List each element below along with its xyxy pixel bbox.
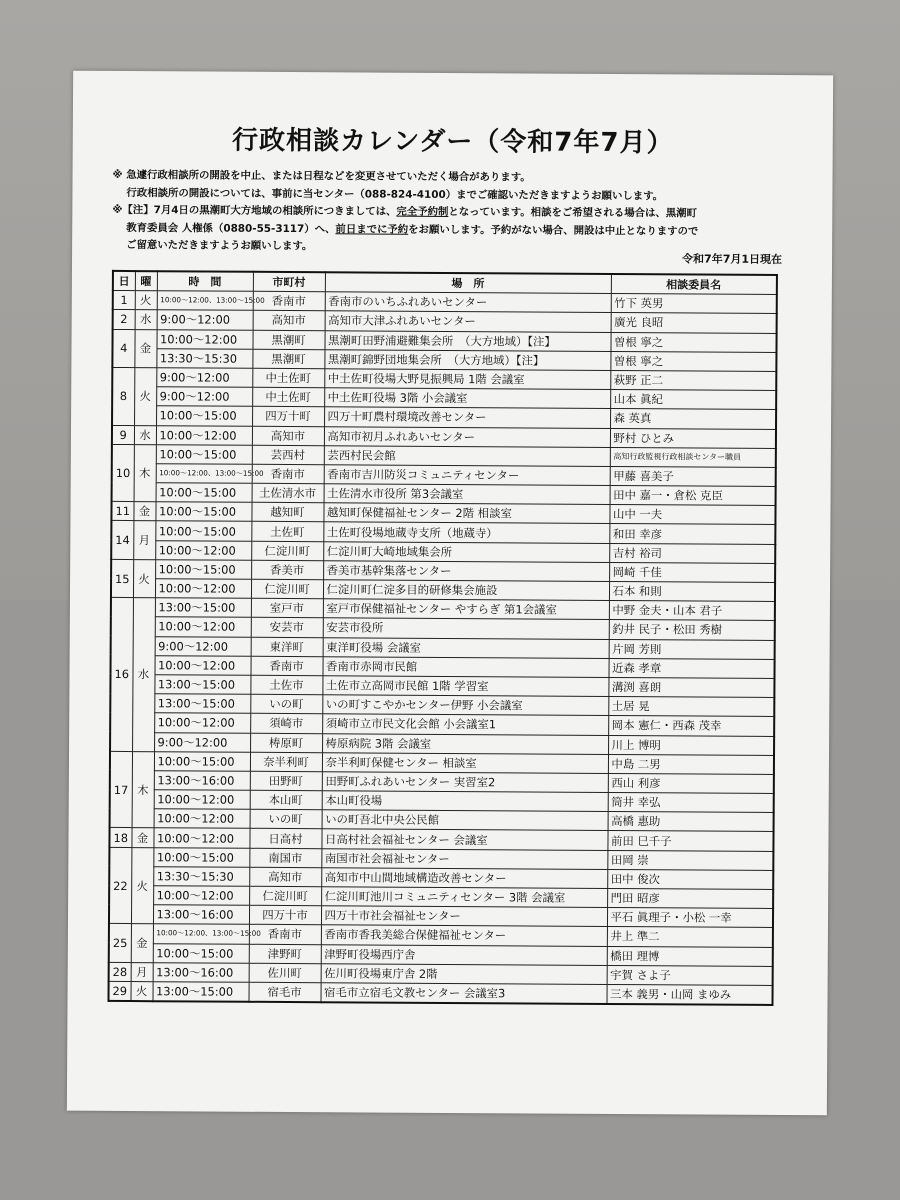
cell-city: 高知市: [252, 426, 324, 446]
cell-time: 10:00～12:00: [155, 617, 251, 637]
cell-place: 四万十市社会福祉センター: [321, 906, 607, 927]
cell-advisor: 山本 眞紀: [610, 390, 776, 410]
cell-advisor: 中島 二男: [608, 754, 774, 774]
cell-time: 9:00～12:00: [156, 368, 252, 388]
header-day: 日: [113, 271, 135, 291]
cell-advisor: 高知行政監視行政相談センター職員: [610, 447, 776, 467]
cell-city: 日高村: [249, 829, 321, 849]
cell-time: 10:00～15:00: [155, 560, 251, 580]
cell-place: 土佐清水市役所 第3会議室: [324, 484, 610, 505]
cell-day: 8: [112, 367, 134, 425]
cell-place: 南国市社会福祉センター: [321, 848, 607, 869]
cell-time: 10:00～15:00: [156, 406, 252, 426]
cell-place: 東洋町役場 会議室: [323, 637, 609, 658]
cell-time: 10:00～12:00: [154, 809, 250, 829]
cell-city: 室戸市: [251, 598, 323, 618]
note-underlined-text: 前日までに予約: [335, 223, 409, 236]
cell-place: 越知町保健福祉センター 2階 相談室: [323, 503, 609, 524]
cell-city: 奈半利町: [250, 752, 322, 772]
cell-weekday: 水: [132, 598, 155, 752]
cell-advisor: 野村 ひとみ: [610, 428, 776, 448]
cell-advisor: 和田 幸彦: [609, 524, 775, 544]
header-place: 場 所: [325, 272, 611, 293]
cell-time: 10:00～12:00: [154, 790, 250, 810]
cell-advisor: 田岡 崇: [607, 850, 773, 870]
cell-place: 仁淀川町仁淀多目的研修集会施設: [323, 580, 609, 601]
cell-advisor: 曽根 寧之: [610, 332, 776, 352]
cell-time: 13:30～15:30: [153, 867, 249, 887]
cell-time: 13:00～16:00: [154, 771, 250, 791]
header-weekday: 曜: [135, 271, 157, 291]
cell-city: 本山町: [250, 790, 322, 810]
cell-weekday: 月: [133, 521, 155, 560]
cell-time: 10:00～12:00: [156, 425, 252, 445]
cell-city: 仁淀川町: [251, 579, 323, 599]
document-sheet: [67, 71, 833, 1116]
note-text: 教育委員会 人権係（0880-55-3117）へ、: [126, 221, 336, 236]
cell-city: 宿毛市: [248, 982, 320, 1002]
cell-place: 室戸市保健福祉センター やすらぎ 第1会議室: [323, 599, 609, 620]
cell-advisor: 近森 孝章: [608, 658, 774, 678]
cell-day: 15: [111, 559, 133, 598]
note-text: ※【注】7月4日の黒潮町大方地域の相談所につきましては、: [112, 204, 397, 218]
cell-place: 黒潮町田野浦避難集会所 （大方地域）【注】: [324, 330, 610, 351]
cell-time: 13:00～16:00: [153, 962, 249, 982]
header-advisor: 相談委員名: [611, 274, 777, 295]
cell-weekday: 木: [134, 444, 156, 502]
cell-advisor: 橋田 理博: [607, 946, 773, 966]
cell-place: 津野町役場西庁舎: [321, 944, 607, 965]
cell-time: 9:00～12:00: [157, 310, 253, 330]
cell-city: 梼原町: [250, 733, 322, 753]
cell-place: 土佐町役場地蔵寺支所（地蔵寺）: [323, 522, 609, 543]
cell-city: 南国市: [249, 848, 321, 868]
cell-city: 黒潮町: [252, 330, 324, 350]
cell-city: 香南市: [250, 656, 322, 676]
cell-place: 宿毛市立宿毛文教センター 会議室3: [320, 983, 606, 1004]
cell-weekday: 火: [134, 368, 156, 426]
cell-advisor: 竹下 英男: [611, 294, 777, 314]
cell-weekday: 水: [135, 310, 157, 329]
cell-advisor: 田中 嘉一・倉松 克臣: [610, 486, 776, 506]
cell-city: 香南市: [249, 925, 321, 945]
cell-city: 東洋町: [251, 637, 323, 657]
cell-city: 土佐町: [251, 522, 323, 542]
cell-time: 9:00～12:00: [156, 387, 252, 407]
cell-time: 10:00～12:00、13:00～15:00: [157, 291, 253, 311]
cell-place: 香美市基幹集落センター: [323, 561, 609, 582]
cell-advisor: 廣光 良昭: [611, 313, 777, 333]
cell-advisor: 中野 金夫・山本 君子: [609, 601, 775, 621]
cell-time: 13:00～16:00: [153, 905, 249, 925]
cell-city: 高知市: [249, 867, 321, 887]
cell-day: 17: [110, 751, 132, 828]
cell-weekday: 月: [131, 962, 153, 981]
cell-place: いの町吾北中央公民館: [322, 810, 608, 831]
cell-city: 中土佐町: [252, 368, 324, 388]
cell-city: いの町: [250, 694, 322, 714]
table-row: [109, 981, 773, 1005]
cell-day: 1: [113, 291, 135, 310]
cell-city: 土佐市: [250, 675, 322, 695]
header-city: 市町村: [253, 272, 325, 292]
cell-city: 越知町: [251, 503, 323, 523]
cell-city: 須崎市: [250, 714, 322, 734]
cell-time: 10:00～12:00: [153, 886, 249, 906]
cell-advisor: 筒井 幸弘: [608, 793, 774, 813]
cell-place: 芸西村民会館: [324, 445, 610, 466]
cell-city: 津野町: [249, 944, 321, 964]
cell-advisor: 井上 準二: [607, 927, 773, 947]
cell-advisor: 片岡 芳則: [609, 639, 775, 659]
cell-place: 中土佐町役場大野見振興局 1階 会議室: [324, 369, 610, 390]
cell-place: 奈半利町保健センター 相談室: [322, 752, 608, 773]
cell-time: 10:00～12:00: [154, 713, 250, 733]
cell-weekday: 火: [131, 847, 153, 924]
note-line-5: ご留意いただきますようお願いします。: [126, 239, 313, 253]
cell-time: 9:00～12:00: [154, 732, 250, 752]
cell-city: 仁淀川町: [251, 541, 323, 561]
cell-advisor: 高橋 惠助: [608, 812, 774, 832]
cell-place: 仁淀川町池川コミュニティセンター 3階 会議室: [321, 887, 607, 908]
cell-weekday: 木: [132, 751, 154, 828]
cell-place: 仁淀川町大崎地域集会所: [323, 541, 609, 562]
cell-advisor: 三本 義男・山岡 まゆみ: [606, 984, 772, 1005]
as-of-date: 令和7年7月1日現在: [682, 252, 783, 267]
cell-advisor: 石本 和則: [609, 581, 775, 601]
note-line-1: ※ 急遽行政相談所の開設を中止、または日程などを変更させていただく場合があります。: [112, 168, 531, 184]
cell-time: 10:00～12:00: [155, 540, 251, 560]
cell-day: 2: [113, 310, 135, 329]
cell-day: 25: [109, 924, 131, 963]
cell-advisor: 釣井 民子・松田 秀樹: [609, 620, 775, 640]
page-title: 行政相談カレンダー（令和7年7月）: [231, 125, 674, 159]
cell-day: 18: [109, 828, 131, 847]
cell-city: いの町: [250, 810, 322, 830]
cell-time: 10:00～15:00: [156, 483, 252, 503]
cell-advisor: 溝渕 喜朗: [608, 677, 774, 697]
note-text: となっています。相談をご希望される場合は、黒潮町: [448, 206, 697, 220]
cell-city: 香美市: [251, 560, 323, 580]
cell-place: 梼原病院 3階 会議室: [322, 733, 608, 754]
note-underlined-text: 完全予約制: [396, 205, 449, 219]
note-text: をお願いします。予約がない場合、開設は中止となりますので: [408, 223, 699, 238]
cell-time: 10:00～15:00: [155, 502, 251, 522]
cell-weekday: 金: [131, 828, 153, 847]
cell-city: 田野町: [250, 771, 322, 791]
cell-place: 香南市吉川防災コミュニティセンター: [324, 465, 610, 486]
cell-place: 香南市赤岡市民館: [322, 656, 608, 677]
consultation-table: [107, 270, 777, 1006]
cell-place: 安芸市役所: [323, 618, 609, 639]
cell-advisor: 田中 俊次: [607, 869, 773, 889]
cell-time: 13:00～15:00: [155, 598, 251, 618]
cell-time: 10:00～12:00: [154, 655, 250, 675]
cell-time: 13:30～15:30: [156, 348, 252, 368]
note-line-2: 行政相談所の開設については、事前に当センター（088-824-4100）までご確認いただきますようお願いします。: [126, 186, 664, 202]
cell-advisor: 山中 一夫: [609, 505, 775, 525]
cell-time: 10:00～12:00: [155, 579, 251, 599]
cell-city: 香南市: [253, 291, 325, 311]
cell-advisor: 川上 博明: [608, 735, 774, 755]
cell-time: 10:00～12:00: [156, 329, 252, 349]
cell-time: 13:00～15:00: [154, 675, 250, 695]
cell-weekday: 金: [131, 924, 153, 963]
cell-time: 10:00～15:00: [156, 444, 252, 464]
cell-place: 高知市初月ふれあいセンター: [324, 426, 610, 447]
cell-advisor: 岡本 憲仁・西森 茂幸: [608, 716, 774, 736]
cell-place: 四万十町農村環境改善センター: [324, 407, 610, 428]
cell-time: 10:00～12:00: [153, 828, 249, 848]
cell-advisor: 森 英真: [610, 409, 776, 429]
cell-advisor: 吉村 裕司: [609, 543, 775, 563]
cell-place: 須崎市立市民文化会館 小会議室1: [322, 714, 608, 735]
cell-advisor: 土居 晃: [608, 697, 774, 717]
cell-city: 仁淀川町: [249, 886, 321, 906]
cell-advisor: 前田 巳千子: [607, 831, 773, 851]
cell-place: 黒潮町錦野団地集会所 （大方地域）【注】: [324, 349, 610, 370]
cell-place: いの町すこやかセンター伊野 小会議室: [322, 695, 608, 716]
cell-day: 29: [109, 981, 131, 1001]
cell-weekday: 火: [131, 981, 153, 1001]
cell-time: 10:00～15:00: [153, 943, 249, 963]
cell-place: 本山町役場: [322, 791, 608, 812]
cell-city: 黒潮町: [252, 349, 324, 369]
cell-advisor: 平石 眞理子・小松 一幸: [607, 908, 773, 928]
cell-day: 11: [111, 502, 133, 521]
cell-day: 4: [112, 329, 134, 368]
cell-weekday: 火: [133, 559, 155, 598]
cell-day: 22: [109, 847, 131, 924]
cell-place: 土佐市立高岡市民館 1階 学習室: [322, 676, 608, 697]
cell-advisor: 西山 利彦: [608, 773, 774, 793]
cell-time: 10:00～12:00、13:00～15:00: [153, 924, 249, 944]
cell-place: 日高村社会福祉センター 会議室: [321, 829, 607, 850]
cell-advisor: 曽根 寧之: [610, 351, 776, 371]
cell-place: 高知市中山間地域構造改善センター: [321, 868, 607, 889]
table-body: [109, 291, 777, 1005]
cell-place: 高知市大津ふれあいセンター: [325, 311, 611, 332]
cell-city: 四万十町: [252, 407, 324, 427]
cell-day: 16: [110, 598, 133, 752]
cell-day: 14: [111, 521, 133, 560]
cell-time: 10:00～15:00: [154, 751, 250, 771]
cell-advisor: 甲藤 喜美子: [610, 466, 776, 486]
cell-place: 田野町ふれあいセンター 実習室2: [322, 772, 608, 793]
cell-city: 高知市: [253, 311, 325, 331]
cell-weekday: 水: [134, 425, 156, 444]
cell-weekday: 金: [133, 502, 155, 521]
cell-time: 9:00～12:00: [155, 636, 251, 656]
cell-place: 香南市のいちふれあいセンター: [325, 292, 611, 313]
cell-place: 佐川町役場東庁舎 2階: [321, 963, 607, 984]
cell-city: 香南市: [252, 464, 324, 484]
cell-time: 10:00～15:00: [153, 847, 249, 867]
cell-advisor: 岡崎 千佳: [609, 562, 775, 582]
cell-place: 中土佐町役場 3階 小会議室: [324, 388, 610, 409]
cell-time: 10:00～12:00、13:00～15:00: [156, 464, 252, 484]
header-time: 時 間: [157, 271, 253, 291]
cell-advisor: 門田 昭彦: [607, 888, 773, 908]
cell-city: 安芸市: [251, 618, 323, 638]
cell-day: 10: [112, 444, 134, 502]
cell-city: 中土佐町: [252, 387, 324, 407]
cell-time: 10:00～15:00: [155, 521, 251, 541]
notes-block: [112, 167, 813, 259]
cell-place: 香南市香我美総合保健福祉センター: [321, 925, 607, 946]
cell-advisor: 宇賀 さよ子: [607, 965, 773, 985]
cell-time: 13:00～15:00: [154, 694, 250, 714]
cell-weekday: 火: [135, 291, 157, 310]
cell-advisor: 萩野 正二: [610, 370, 776, 390]
cell-day: 28: [109, 962, 131, 981]
cell-day: 9: [112, 425, 134, 444]
cell-time: 13:00～15:00: [153, 982, 249, 1002]
cell-weekday: 金: [134, 329, 156, 368]
cell-city: 芸西村: [252, 445, 324, 465]
cell-city: 佐川町: [249, 963, 321, 983]
cell-city: 土佐清水市: [252, 483, 324, 503]
cell-city: 四万十市: [249, 905, 321, 925]
